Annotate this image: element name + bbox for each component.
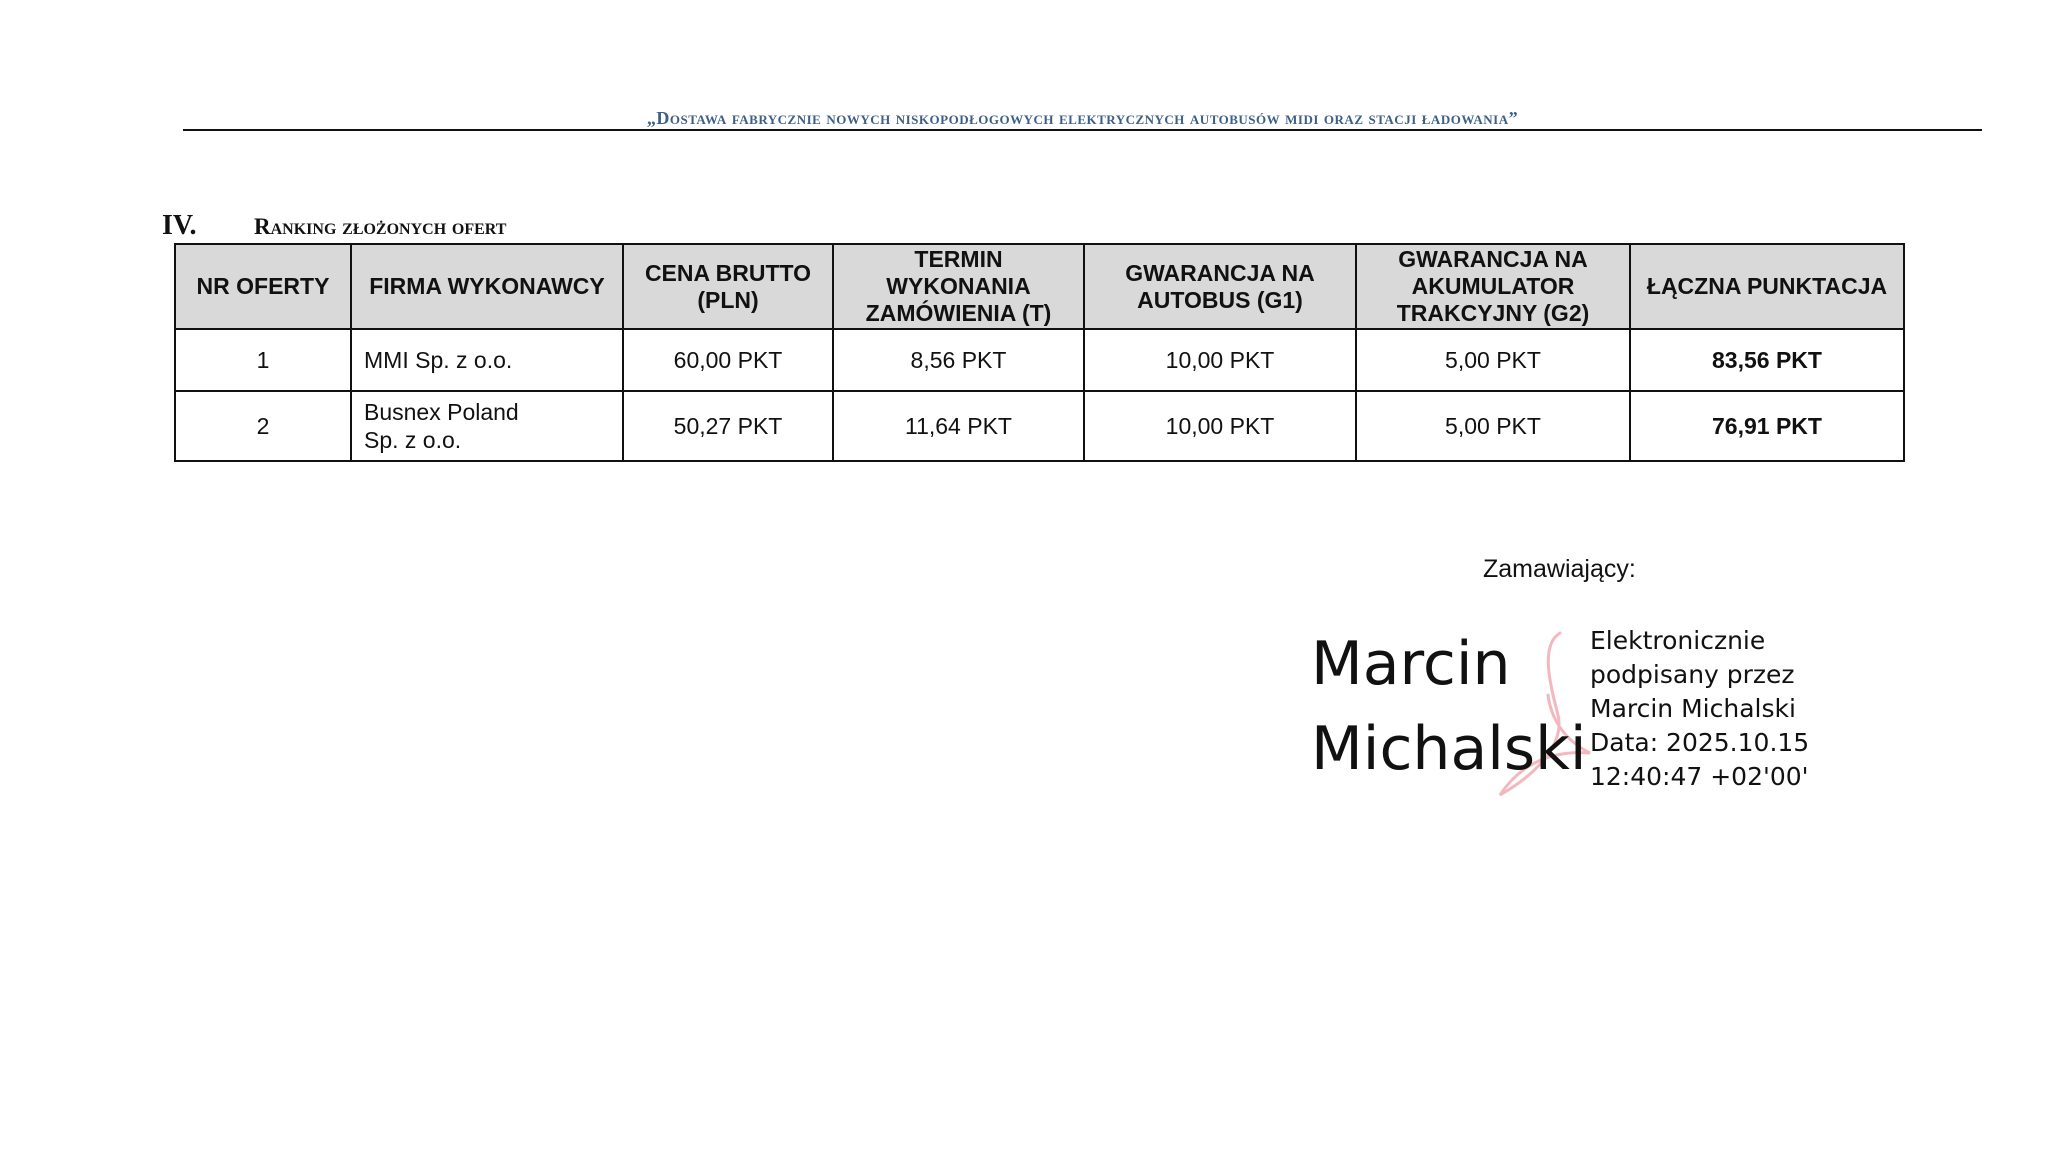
header-cell: GWARANCJA NA AKUMULATOR TRAKCYJNY (G2): [1356, 244, 1630, 329]
signature-name-last: Michalski: [1311, 714, 1587, 784]
term-score-cell: 11,64 PKT: [833, 391, 1084, 461]
g1-score-cell: 10,00 PKT: [1084, 391, 1356, 461]
offer-number-cell: 2: [175, 391, 351, 461]
header-cell: FIRMA WYKONAWCY: [351, 244, 623, 329]
total-score-cell: 76,91 PKT: [1630, 391, 1904, 461]
section-number: IV.: [162, 210, 197, 241]
customer-label: Zamawiający:: [1483, 555, 1636, 583]
signature-detail-line: Data: 2025.10.15: [1590, 728, 1810, 757]
firm-name-line: Busnex Poland: [364, 399, 519, 425]
signature-detail-line: 12:40:47 +02'00': [1590, 762, 1809, 791]
header-cell: CENA BRUTTO (PLN): [623, 244, 833, 329]
document-header-title: „Dostawa fabrycznie nowych niskopodłogowych elektrycznych autobusów midi oraz stacji ładowania”: [646, 108, 1519, 128]
header-cell: TERMIN WYKONANIA ZAMÓWIENIA (T): [833, 244, 1084, 329]
table-row: [175, 329, 1904, 391]
signature-detail-line: Elektronicznie: [1590, 626, 1766, 655]
section-title: Ranking złożonych ofert: [254, 214, 507, 239]
signature-details: [1590, 624, 1809, 794]
header-rule: [183, 129, 1982, 131]
table-header-row: [175, 244, 1904, 329]
header-cell: GWARANCJA NA AUTOBUS (G1): [1084, 244, 1356, 329]
signature-name-first: Marcin: [1311, 629, 1511, 699]
firm-name-line: Sp. z o.o.: [364, 427, 462, 453]
header-cell: NR OFERTY: [175, 244, 351, 329]
signature-detail-line: Marcin Michalski: [1590, 694, 1796, 723]
ranking-table: [174, 243, 1905, 462]
signature-detail-line: podpisany przez: [1590, 660, 1795, 689]
term-score-cell: 8,56 PKT: [833, 329, 1084, 391]
price-score-cell: 60,00 PKT: [623, 329, 833, 391]
total-score-cell: 83,56 PKT: [1630, 329, 1904, 391]
g1-score-cell: 10,00 PKT: [1084, 329, 1356, 391]
section-heading: [162, 210, 506, 242]
price-score-cell: 50,27 PKT: [623, 391, 833, 461]
g2-score-cell: 5,00 PKT: [1356, 329, 1630, 391]
firm-name-line: MMI Sp. z o.o.: [364, 347, 513, 373]
table-row: [175, 391, 1904, 461]
firm-cell: [351, 329, 623, 391]
firm-cell: [351, 391, 623, 461]
g2-score-cell: 5,00 PKT: [1356, 391, 1630, 461]
header-cell: ŁĄCZNA PUNKTACJA: [1630, 244, 1904, 329]
offer-number-cell: 1: [175, 329, 351, 391]
